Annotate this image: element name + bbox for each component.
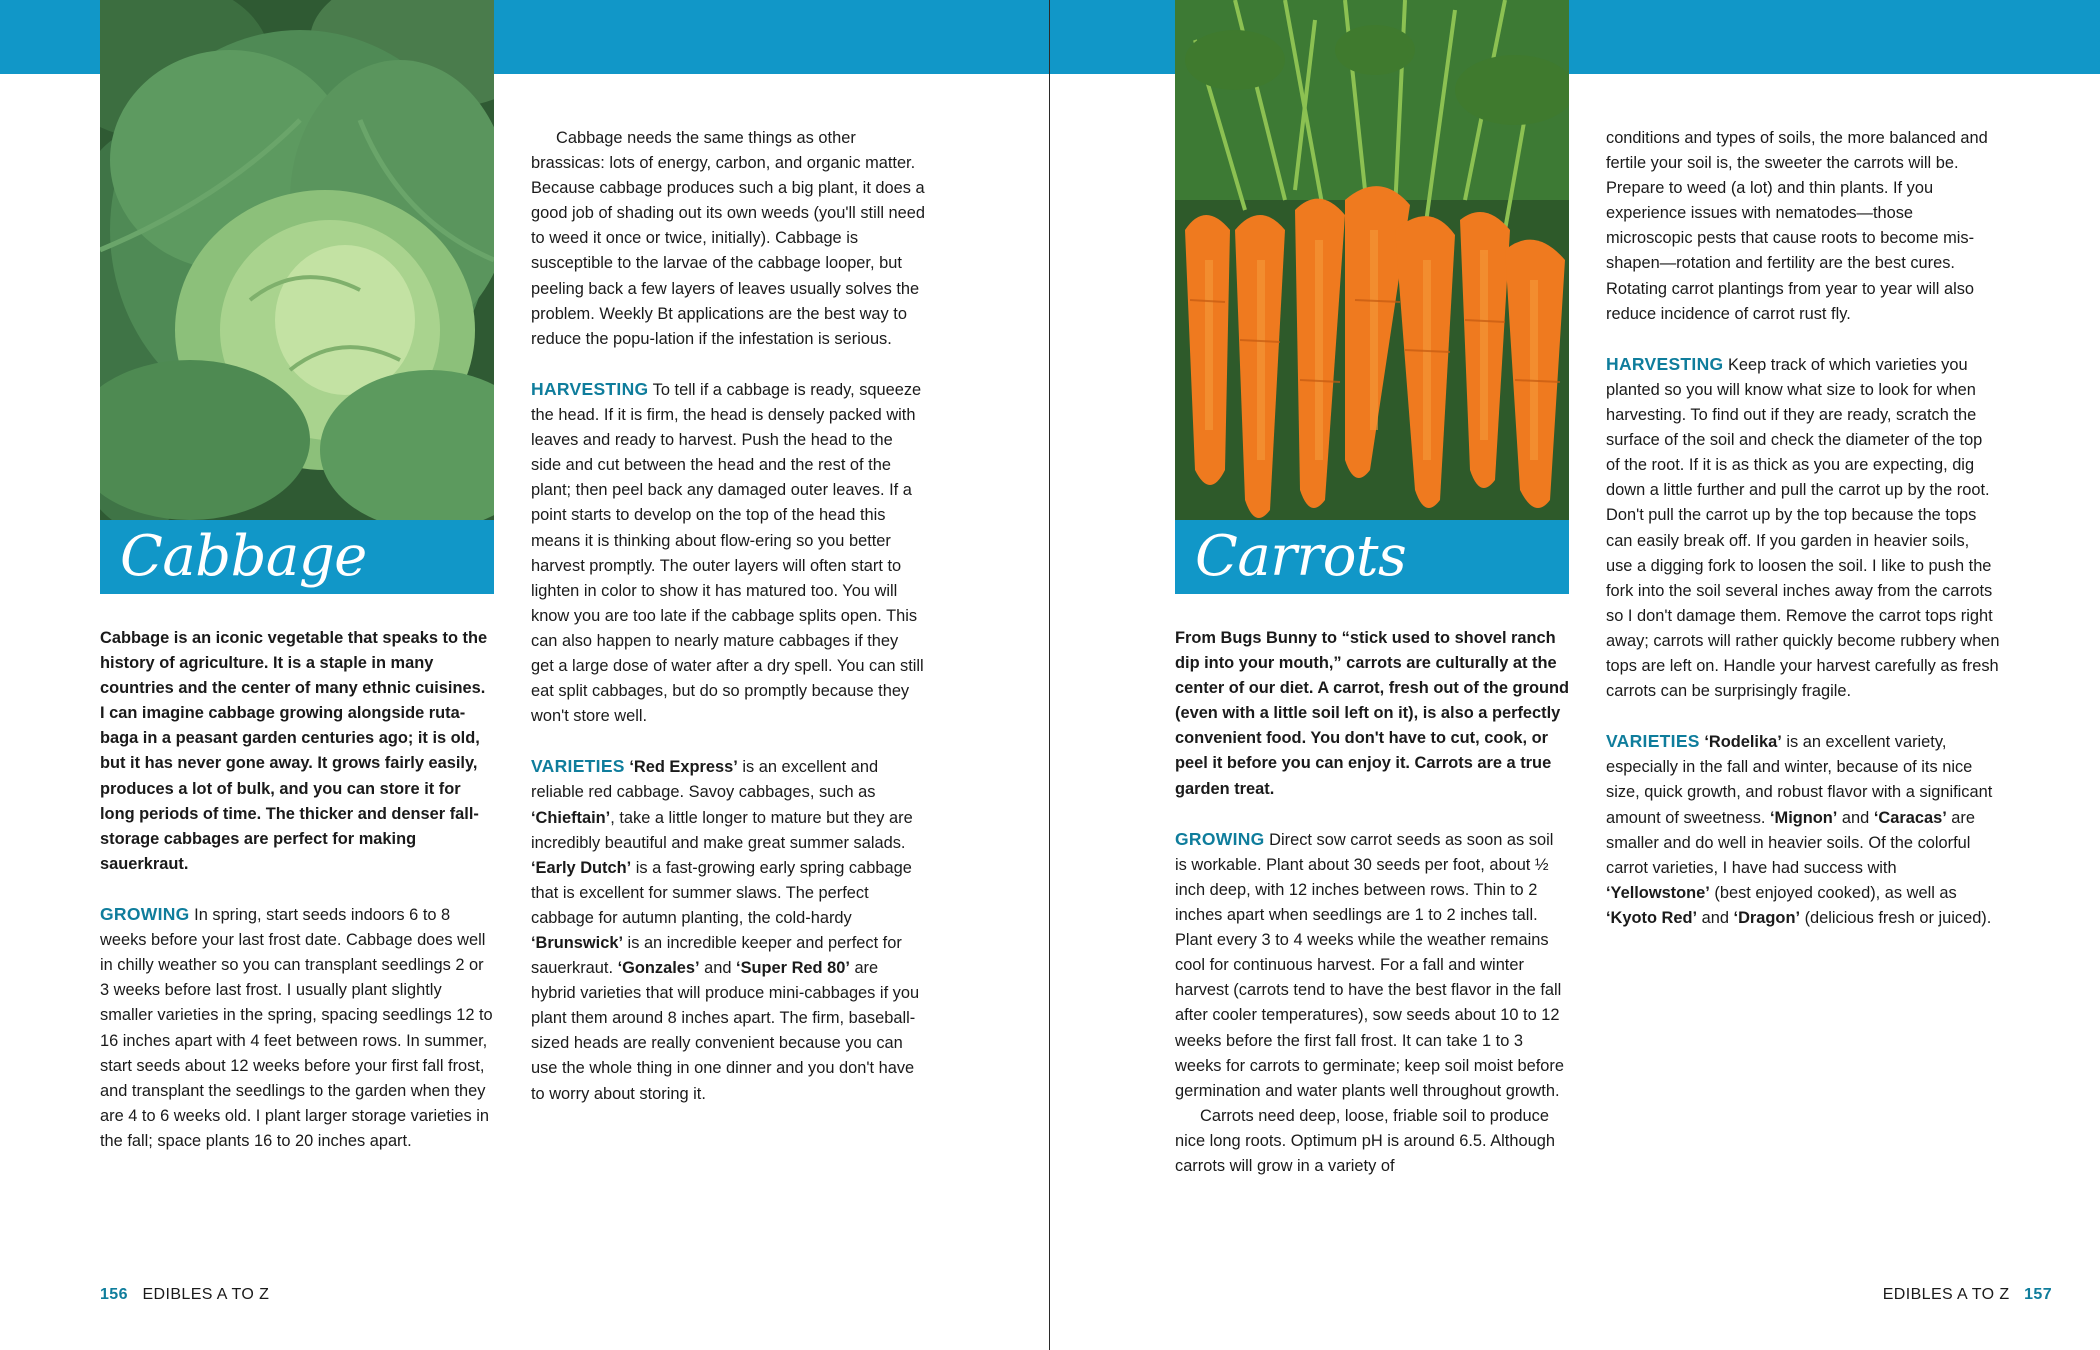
- section-heading: GROWING: [1175, 828, 1265, 849]
- varieties-section: [1606, 729, 2000, 931]
- variety-name: ‘Caracas’: [1873, 808, 1947, 827]
- section-text: Direct sow carrot seeds as soon as soil is workable. Plant about 30 seeds per foot, about ½ inch deep, with 12 inches between rows. Thin to 2 inches apart when seedlings are 1 to 2 inches tall. Plant every 3 to 4 weeks while the weather remains cool for continuous harvest. For a fall and winter harvest (carrots tend to have the best flavor in the fall after cooler temperatures), sow seeds about 10 to 12 weeks before the first fall frost. It can take 1 to 3 weeks for carrots to germinate; keep soil moist before germination and water plants well throughout growth.: [1175, 830, 1564, 1100]
- variety-name: ‘Rodelika’: [1704, 733, 1782, 752]
- section-text: Keep track of which varieties you planted so you will know what size to look for when harvesting. To find out if they are ready, scratch the surface of the soil and check the diameter of the top of the root. If it is as thick as you are expecting, dig down a little further and pull the carrot up by the root. Don't pull the carrot up by the top because the tops can easily break off. If you garden in heavier soils, use a digging fork to loosen the soil. I like to push the fork into the soil several inches away from the carrots so I don't damage them. Remove the carrot tops right away; carrots will rather quickly become rubbery when tops are left on. Handle your harvest carefully as fresh carrots can be surprisingly fragile.: [1606, 355, 2000, 701]
- section-heading: HARVESTING: [531, 378, 649, 399]
- title-banner: [100, 520, 494, 594]
- harvesting-section: [1606, 352, 2000, 704]
- body-paragraph: Carrots need deep, loose, friable soil to produce nice long roots. Optimum pH is around 6.5. Although carrots will grow in a variety of: [1175, 1106, 1555, 1175]
- variety-name: ‘Dragon’: [1733, 908, 1801, 927]
- growing-section: [1175, 827, 1569, 1104]
- text-run: is an incredible keeper and perfect for sauerkraut.: [531, 934, 902, 978]
- variety-name: ‘Early Dutch’: [531, 858, 632, 877]
- page-footer: [1883, 1286, 2052, 1304]
- title-banner: [1175, 520, 1569, 594]
- text-run: and: [699, 959, 737, 978]
- cabbage-photo: [100, 0, 494, 520]
- text-run: (best enjoyed cooked), as well as: [1709, 883, 1957, 902]
- text-run: and: [1837, 808, 1874, 827]
- variety-name: ‘Mignon’: [1770, 808, 1838, 827]
- section-text: In spring, start seeds indoors 6 to 8 weeks before your last frost date. Cabbage does well in chilly weather so you can transplant seedlings 2 or 3 weeks before last frost. I usually plant slightly smaller varieties in the spring, spacing seedlings 12 to 16 inches apart with 4 feet between rows. In summer, start seeds about 12 weeks before your first fall frost, and transplant the seedlings to the garden when they are 4 to 6 weeks old. I plant larger storage varieties in the fall; space plants 16 to 20 inches apart.: [100, 906, 493, 1150]
- text-run: is a fast-growing early spring cabbage that is excellent for summer slaws. The perfect cabbage for autumn planting, the cold-hardy: [531, 858, 912, 927]
- variety-name: ‘Yellowstone’: [1606, 883, 1710, 902]
- variety-name: ‘Gonzales’: [617, 959, 700, 978]
- section-heading: VARIETIES: [531, 756, 625, 777]
- section-heading: VARIETIES: [1606, 731, 1700, 752]
- section-text: To tell if a cabbage is ready, squeeze the head. If it is firm, the head is densely packed with leaves and ready to harvest. Push the head to the side and cut between the head and the rest of the plant; then peel back any damaged outer leaves. If a point starts to develop on the top of the head this means it is thinking about flow-ering so you better harvest promptly. The outer layers will often start to lighten in color to show it has matured too. You will know you are too late if the cabbage splits open. This can also happen to nearly mature cabbages if they get a large dose of water after a dry spell. You can still eat split cabbages, but do so promptly because they won't store well.: [531, 380, 924, 726]
- intro-paragraph: From Bugs Bunny to “stick used to shovel ranch dip into your mouth,” carrots are culturally at the center of our diet. A carrot, fresh out of the ground (even with a little soil left on it), is also a perfectly convenient food. You don't have to cut, cook, or peel it before you can enjoy it. Carrots are a true garden treat.: [1175, 629, 1569, 798]
- left-column-2: [531, 126, 925, 1107]
- harvesting-section: [531, 377, 925, 729]
- variety-name: ‘Super Red 80’: [736, 959, 850, 978]
- text-run: are hybrid varieties that will produce mini-cabbages if you plant them around 8 inches apart. The firm, baseball-sized heads are really convenient because you can use the whole thing in one dinner and you don't have to worry about storing it.: [531, 959, 920, 1103]
- body-paragraph: conditions and types of soils, the more balanced and fertile your soil is, the sweeter the carrots will be. Prepare to weed (a lot) and thin plants. If you experience issues with nematodes—those microscopic pests that cause roots to become mis-shapen—rotation and fertility are the best cures. Rotating carrot plantings from year to year will also reduce incidence of carrot rust fly.: [1606, 129, 1988, 323]
- text-run: , take a little longer to mature but they are incredibly beautiful and make great summer salads.: [531, 808, 913, 852]
- variety-name: ‘Chieftain’: [531, 808, 611, 827]
- text-run: are smaller and do well in heavier soils. Of the colorful carrot varieties, I have had success with: [1606, 808, 1975, 877]
- carrots-photo: [1175, 0, 1569, 520]
- variety-name: ‘Red Express’: [629, 758, 738, 777]
- growing-section: [100, 902, 494, 1154]
- running-footer: EDIBLES A TO Z: [142, 1286, 270, 1303]
- variety-name: ‘Brunswick’: [531, 934, 623, 952]
- page-number: 157: [2024, 1286, 2052, 1303]
- text-run: and: [1697, 908, 1734, 927]
- page-footer: [100, 1286, 269, 1304]
- left-column-1: [100, 626, 494, 1154]
- section-heading: HARVESTING: [1606, 353, 1724, 374]
- right-column-1: [1175, 626, 1569, 1179]
- right-column-2: [1606, 126, 2000, 931]
- intro-paragraph: Cabbage is an iconic vegetable that speaks to the history of agriculture. It is a staple in many countries and the center of many ethnic cuisines. I can imagine cabbage growing alongside ruta-baga in a peasant garden centuries ago; it is old, but it has never gone away. It grows fairly easily, produces a lot of bulk, and you can store it for long periods of time. The thicker and denser fall-storage cabbages are perfect for making sauerkraut.: [100, 629, 488, 873]
- text-run: (delicious fresh or juiced).: [1800, 908, 1992, 927]
- running-footer: EDIBLES A TO Z: [1882, 1286, 2010, 1303]
- text-run: is an excellent and reliable red cabbage. Savoy cabbages, such as: [531, 758, 879, 802]
- page-title: Cabbage: [120, 524, 367, 589]
- variety-name: ‘Kyoto Red’: [1606, 908, 1698, 927]
- text-run: is an excellent variety, especially in the fall and winter, because of its nice size, quick growth, and robust flavor with a significant amount of sweetness.: [1606, 733, 1993, 827]
- page-number: 156: [100, 1286, 128, 1303]
- varieties-section: [531, 754, 925, 1106]
- page-title: Carrots: [1195, 524, 1407, 589]
- right-page: [1050, 0, 2100, 1350]
- body-paragraph: Cabbage needs the same things as other brassicas: lots of energy, carbon, and organic matter. Because cabbage produces such a big plant, it does a good job of shading out its own weeds (you'll still need to weed it once or twice, initially). Cabbage is susceptible to the larvae of the cabbage looper, but peeling back a few layers of leaves usually solves the problem. Weekly Bt applications are the best way to reduce the popu-lation if the infestation is serious.: [531, 129, 926, 348]
- section-heading: GROWING: [100, 904, 190, 925]
